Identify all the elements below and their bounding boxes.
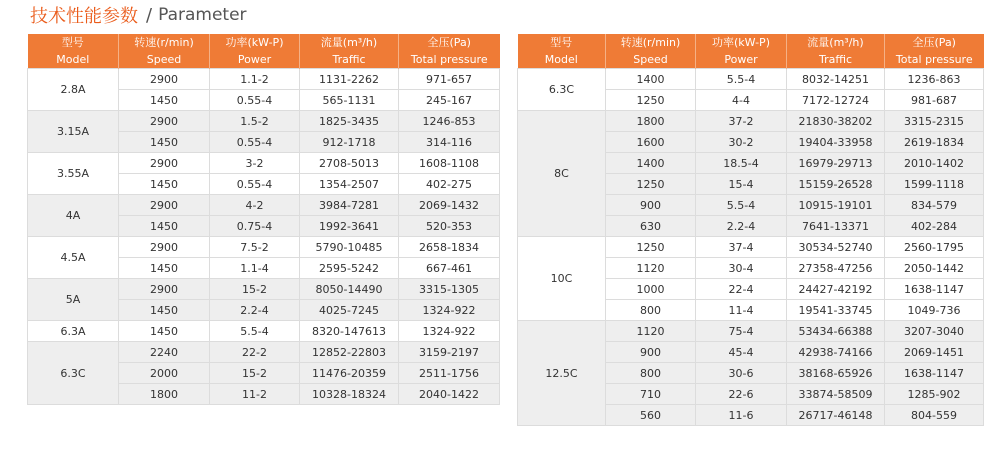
pressure-cell: 981-687 [885, 90, 984, 111]
power-cell: 37-2 [696, 111, 787, 132]
power-cell: 2.2-4 [696, 216, 787, 237]
speed-cell: 1800 [119, 384, 210, 405]
speed-cell: 2000 [119, 363, 210, 384]
table-row [518, 69, 984, 90]
traffic-cell: 11476-20359 [300, 363, 399, 384]
model-cell: 8C [518, 111, 606, 237]
model-cell: 3.55A [28, 153, 119, 195]
traffic-cell: 7641-13371 [787, 216, 885, 237]
column-header-en: Speed [119, 51, 210, 69]
column-header-en: Model [518, 51, 606, 69]
power-cell: 7.5-2 [210, 237, 300, 258]
traffic-cell: 19541-33745 [787, 300, 885, 321]
speed-cell: 1450 [119, 216, 210, 237]
pressure-cell: 1638-1147 [885, 279, 984, 300]
pressure-cell: 1599-1118 [885, 174, 984, 195]
title-cn: 技术性能参数 [30, 6, 138, 27]
table-row [518, 237, 984, 258]
traffic-cell: 2708-5013 [300, 153, 399, 174]
pressure-cell: 1638-1147 [885, 363, 984, 384]
power-cell: 5.5-4 [696, 69, 787, 90]
speed-cell: 800 [606, 363, 696, 384]
traffic-cell: 5790-10485 [300, 237, 399, 258]
power-cell: 5.5-4 [696, 195, 787, 216]
power-cell: 30-2 [696, 132, 787, 153]
column-header-cn: 流量(m³/h) [300, 34, 399, 51]
traffic-cell: 38168-65926 [787, 363, 885, 384]
pressure-cell: 2040-1422 [399, 384, 500, 405]
traffic-cell: 16979-29713 [787, 153, 885, 174]
traffic-cell: 21830-38202 [787, 111, 885, 132]
pressure-cell: 2010-1402 [885, 153, 984, 174]
column-header-en: Speed [606, 51, 696, 69]
table-body [518, 69, 984, 426]
power-cell: 3-2 [210, 153, 300, 174]
column-header-en: Power [210, 51, 300, 69]
pressure-cell: 2658-1834 [399, 237, 500, 258]
traffic-cell: 3984-7281 [300, 195, 399, 216]
pressure-cell: 245-167 [399, 90, 500, 111]
power-cell: 1.1-2 [210, 69, 300, 90]
pressure-cell: 3207-3040 [885, 321, 984, 342]
power-cell: 4-4 [696, 90, 787, 111]
model-cell: 10C [518, 237, 606, 321]
speed-cell: 1450 [119, 321, 210, 342]
speed-cell: 1000 [606, 279, 696, 300]
traffic-cell: 24427-42192 [787, 279, 885, 300]
table-row [28, 237, 500, 258]
traffic-cell: 12852-22803 [300, 342, 399, 363]
pressure-cell: 2560-1795 [885, 237, 984, 258]
column-header-en: Power [696, 51, 787, 69]
speed-cell: 1600 [606, 132, 696, 153]
model-cell: 4A [28, 195, 119, 237]
speed-cell: 2900 [119, 237, 210, 258]
column-header-cn: 转速(r/min) [119, 34, 210, 51]
speed-cell: 1800 [606, 111, 696, 132]
power-cell: 11-4 [696, 300, 787, 321]
power-cell: 0.55-4 [210, 174, 300, 195]
power-cell: 37-4 [696, 237, 787, 258]
column-header-cn: 型号 [28, 34, 119, 51]
traffic-cell: 565-1131 [300, 90, 399, 111]
column-header-en: Total pressure [399, 51, 500, 69]
pressure-cell: 1324-922 [399, 321, 500, 342]
traffic-cell: 1992-3641 [300, 216, 399, 237]
traffic-cell: 1131-2262 [300, 69, 399, 90]
traffic-cell: 2595-5242 [300, 258, 399, 279]
pressure-cell: 2069-1451 [885, 342, 984, 363]
power-cell: 4-2 [210, 195, 300, 216]
speed-cell: 710 [606, 384, 696, 405]
column-header-cn: 全压(Pa) [885, 34, 984, 51]
traffic-cell: 15159-26528 [787, 174, 885, 195]
traffic-cell: 1354-2507 [300, 174, 399, 195]
speed-cell: 900 [606, 342, 696, 363]
traffic-cell: 8050-14490 [300, 279, 399, 300]
pressure-cell: 804-559 [885, 405, 984, 426]
pressure-cell: 402-284 [885, 216, 984, 237]
pressure-cell: 402-275 [399, 174, 500, 195]
traffic-cell: 8320-147613 [300, 321, 399, 342]
table-row [28, 111, 500, 132]
column-header-cn: 转速(r/min) [606, 34, 696, 51]
traffic-cell: 8032-14251 [787, 69, 885, 90]
power-cell: 0.75-4 [210, 216, 300, 237]
column-header-cn: 功率(kW-P) [696, 34, 787, 51]
pressure-cell: 1608-1108 [399, 153, 500, 174]
speed-cell: 2900 [119, 153, 210, 174]
table-row [28, 69, 500, 90]
traffic-cell: 42938-74166 [787, 342, 885, 363]
pressure-cell: 1324-922 [399, 300, 500, 321]
model-cell: 2.8A [28, 69, 119, 111]
speed-cell: 1450 [119, 132, 210, 153]
column-header-cn: 流量(m³/h) [787, 34, 885, 51]
speed-cell: 2900 [119, 111, 210, 132]
model-cell: 6.3A [28, 321, 119, 342]
power-cell: 22-4 [696, 279, 787, 300]
speed-cell: 2240 [119, 342, 210, 363]
power-cell: 22-6 [696, 384, 787, 405]
traffic-cell: 19404-33958 [787, 132, 885, 153]
power-cell: 1.5-2 [210, 111, 300, 132]
speed-cell: 800 [606, 300, 696, 321]
header-row-cn [518, 34, 984, 51]
pressure-cell: 3315-1305 [399, 279, 500, 300]
speed-cell: 1250 [606, 90, 696, 111]
header-row-en [28, 51, 500, 69]
power-cell: 1.1-4 [210, 258, 300, 279]
pressure-cell: 1246-853 [399, 111, 500, 132]
table-row [28, 321, 500, 342]
table-row [28, 279, 500, 300]
speed-cell: 1450 [119, 90, 210, 111]
table-body [28, 69, 500, 405]
speed-cell: 1400 [606, 69, 696, 90]
model-cell: 6.3C [518, 69, 606, 111]
column-header-en: Total pressure [885, 51, 984, 69]
column-header-en: Traffic [300, 51, 399, 69]
header-row-cn [28, 34, 500, 51]
power-cell: 0.55-4 [210, 90, 300, 111]
speed-cell: 900 [606, 195, 696, 216]
title-slash: / [146, 4, 153, 26]
table-row [28, 342, 500, 363]
traffic-cell: 7172-12724 [787, 90, 885, 111]
power-cell: 15-2 [210, 279, 300, 300]
speed-cell: 1120 [606, 258, 696, 279]
column-header-cn: 功率(kW-P) [210, 34, 300, 51]
pressure-cell: 2050-1442 [885, 258, 984, 279]
traffic-cell: 53434-66388 [787, 321, 885, 342]
speed-cell: 1450 [119, 174, 210, 195]
pressure-cell: 1049-736 [885, 300, 984, 321]
model-cell: 6.3C [28, 342, 119, 405]
table-row [518, 111, 984, 132]
pressure-cell: 834-579 [885, 195, 984, 216]
model-cell: 12.5C [518, 321, 606, 426]
pressure-cell: 1285-902 [885, 384, 984, 405]
model-cell: 4.5A [28, 237, 119, 279]
pressure-cell: 314-116 [399, 132, 500, 153]
speed-cell: 1250 [606, 174, 696, 195]
pressure-cell: 1236-863 [885, 69, 984, 90]
title-en: Parameter [158, 5, 247, 25]
model-cell: 5A [28, 279, 119, 321]
power-cell: 75-4 [696, 321, 787, 342]
traffic-cell: 4025-7245 [300, 300, 399, 321]
speed-cell: 2900 [119, 69, 210, 90]
power-cell: 30-6 [696, 363, 787, 384]
traffic-cell: 1825-3435 [300, 111, 399, 132]
column-header-cn: 型号 [518, 34, 606, 51]
power-cell: 15-2 [210, 363, 300, 384]
power-cell: 45-4 [696, 342, 787, 363]
speed-cell: 2900 [119, 279, 210, 300]
power-cell: 18.5-4 [696, 153, 787, 174]
header-row-en [518, 51, 984, 69]
parameter-table-right [517, 34, 984, 426]
table-row [28, 195, 500, 216]
speed-cell: 1400 [606, 153, 696, 174]
pressure-cell: 2619-1834 [885, 132, 984, 153]
traffic-cell: 912-1718 [300, 132, 399, 153]
speed-cell: 630 [606, 216, 696, 237]
parameter-table-left [27, 34, 500, 405]
speed-cell: 1250 [606, 237, 696, 258]
pressure-cell: 3315-2315 [885, 111, 984, 132]
traffic-cell: 30534-52740 [787, 237, 885, 258]
table-row [518, 321, 984, 342]
speed-cell: 560 [606, 405, 696, 426]
table-row [28, 153, 500, 174]
power-cell: 11-2 [210, 384, 300, 405]
power-cell: 2.2-4 [210, 300, 300, 321]
power-cell: 0.55-4 [210, 132, 300, 153]
column-header-en: Model [28, 51, 119, 69]
power-cell: 15-4 [696, 174, 787, 195]
power-cell: 22-2 [210, 342, 300, 363]
traffic-cell: 26717-46148 [787, 405, 885, 426]
pressure-cell: 520-353 [399, 216, 500, 237]
pressure-cell: 971-657 [399, 69, 500, 90]
column-header-en: Traffic [787, 51, 885, 69]
pressure-cell: 667-461 [399, 258, 500, 279]
speed-cell: 1120 [606, 321, 696, 342]
power-cell: 30-4 [696, 258, 787, 279]
pressure-cell: 2511-1756 [399, 363, 500, 384]
table-header [28, 34, 500, 69]
column-header-cn: 全压(Pa) [399, 34, 500, 51]
traffic-cell: 10328-18324 [300, 384, 399, 405]
power-cell: 11-6 [696, 405, 787, 426]
pressure-cell: 3159-2197 [399, 342, 500, 363]
traffic-cell: 27358-47256 [787, 258, 885, 279]
page-title [30, 0, 247, 30]
speed-cell: 2900 [119, 195, 210, 216]
traffic-cell: 33874-58509 [787, 384, 885, 405]
speed-cell: 1450 [119, 300, 210, 321]
speed-cell: 1450 [119, 258, 210, 279]
traffic-cell: 10915-19101 [787, 195, 885, 216]
table-header [518, 34, 984, 69]
power-cell: 5.5-4 [210, 321, 300, 342]
model-cell: 3.15A [28, 111, 119, 153]
pressure-cell: 2069-1432 [399, 195, 500, 216]
